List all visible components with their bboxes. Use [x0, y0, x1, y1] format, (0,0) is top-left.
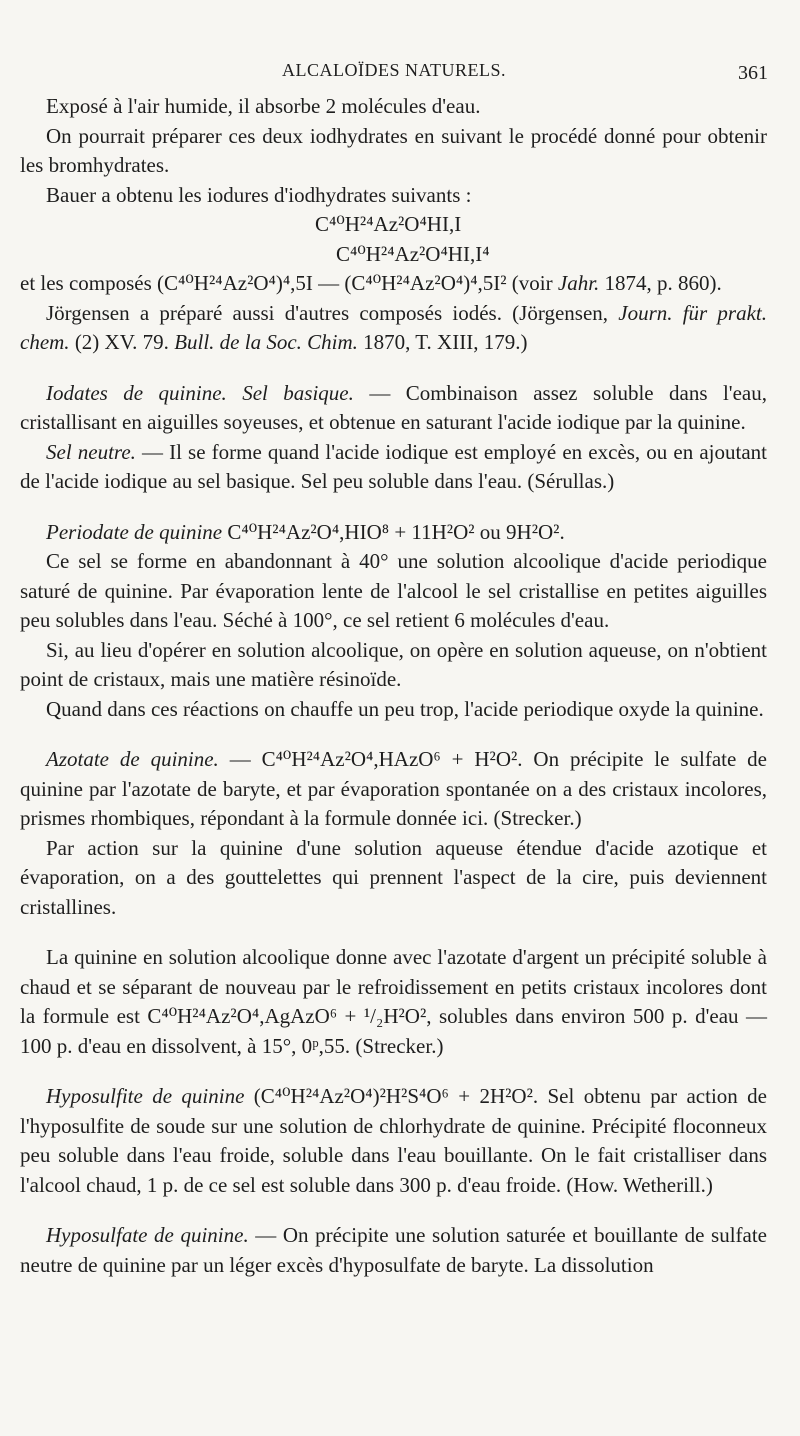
citation: Jahr.: [557, 271, 600, 295]
section-title: Periodate de quinine: [46, 519, 223, 544]
paragraph-text: — Il se forme quand l'acide iodique est employé en excès, ou en ajoutant de l'acide iodique au sel basique. Sel peu soluble dans l'eau. (Sérullas.): [20, 439, 767, 493]
page-number: 361: [738, 62, 768, 84]
section-title: Sel neutre.: [46, 439, 136, 464]
paragraph-text: Jörgensen a préparé aussi d'autres composés iodés. (Jörgensen,: [46, 300, 619, 325]
paragraph-text: 1874, p. 860).: [599, 271, 722, 295]
section-title: Iodates de quinine. Sel basique.: [46, 380, 354, 405]
section-paragraph: [20, 1082, 767, 1200]
section-paragraph: [20, 745, 767, 834]
paragraph: Bauer a obtenu les iodures d'iodhydrates suivants :: [46, 182, 472, 207]
page-header: [0, 58, 800, 88]
formula: C⁴⁰H²⁴Az²O⁴HI,I⁴: [336, 241, 490, 266]
paragraph: Si, au lieu d'opérer en solution alcoolique, on opère en solution aqueuse, on n'obtient point de cristaux, mais une matière résinoïde.: [20, 637, 767, 691]
paragraph: [20, 269, 767, 299]
paragraph: Ce sel se forme en abandonnant à 40° une solution alcoolique d'acide periodique saturé de quinine. Par évaporation lente de l'alcool le sel cristallise en petites aiguilles peu solubles dans l'eau. Séché à 100°, ce sel retient 6 molécules d'eau.: [20, 549, 767, 632]
section-paragraph: [20, 518, 767, 548]
citation: Bull. de la Soc. Chim.: [174, 330, 358, 354]
section-title: Hyposulfite de quinine: [46, 1084, 245, 1108]
formula: C⁴⁰H²⁴Az²O⁴HI,I: [315, 212, 462, 236]
paragraph-text: — Combinaison assez soluble dans l'eau, cristallisant en aiguilles soyeuses, et obtenue en saturant l'acide iodique par la quinine.: [20, 380, 767, 434]
paragraph: Exposé à l'air humide, il absorbe 2 molécules d'eau.: [46, 94, 481, 118]
paragraph-text: — C⁴⁰H²⁴Az²O⁴,HAzO⁶ + H²O². On précipite le sulfate de quinine par l'azotate de baryte, et par évaporation spontanée on a des cristaux incolores, prismes rhombiques, répondant à la formule donnée ici. (Strecker.): [20, 747, 767, 830]
running-head: ALCALOÏDES NATURELS.: [282, 60, 506, 80]
paragraph-text: 1870, T. XIII, 179.): [357, 330, 528, 354]
paragraph-text: C⁴⁰H²⁴Az²O⁴,HIO⁸ + 11H²O² ou 9H²O².: [222, 519, 565, 544]
section-title: Hyposulfate de quinine.: [46, 1223, 249, 1247]
section-paragraph: [20, 1221, 767, 1280]
paragraph-text: (2) XV. 79.: [69, 330, 175, 354]
paragraph: Par action sur la quinine d'une solution aqueuse étendue d'acide azotique et évaporation, on a des gouttelettes qui prennent l'aspect de la cire, puis deviennent cristallines.: [20, 835, 767, 919]
section-paragraph: [20, 379, 767, 438]
paragraph-text: (C⁴⁰H²⁴Az²O⁴)²H²S⁴O⁶ + 2H²O². Sel obtenu par action de l'hyposulfite de soude sur une solution de chlorhydrate de quinine. Précipité floconneux peu soluble dans l'eau froide, soluble dans l'eau bouillante. On le fait cristalliser dans l'alcool chaud, 1 p. de ce sel est soluble dans 300 p. d'eau froide. (How. Wetherill.): [20, 1084, 767, 1197]
citation: Journ. für prakt. chem.: [20, 300, 768, 354]
paragraph: La quinine en solution alcoolique donne avec l'azotate d'argent un précipité soluble à chaud et se séparant de nouveau par le refroidissement en petits cristaux incolores dont la formule est C⁴⁰H²⁴Az²O⁴,AgAzO⁶ + ¹/₂H²O², solubles dans environ 500 p. d'eau — 100 p. d'eau en dissolvent, à 15°, 0ᵖ,55. (Strecker.): [20, 945, 767, 1058]
paragraph: [20, 299, 767, 358]
section-paragraph: [20, 438, 767, 497]
paragraph: Quand dans ces réactions on chauffe un peu trop, l'acide periodique oxyde la quinine.: [46, 696, 764, 721]
body-text: [20, 92, 767, 1280]
section-title: Azotate de quinine.: [46, 747, 219, 771]
paragraph: On pourrait préparer ces deux iodhydrates en suivant le procédé donné pour obtenir les bromhydrates.: [20, 123, 767, 177]
paragraph-text: — On précipite une solution saturée et bouillante de sulfate neutre de quinine par un léger excès d'hyposulfate de baryte. La dissolution: [20, 1223, 767, 1277]
paragraph-text: et les composés (C⁴⁰H²⁴Az²O⁴)⁴,5I — (C⁴⁰H²⁴Az²O⁴)⁴,5I² (voir: [20, 271, 558, 295]
